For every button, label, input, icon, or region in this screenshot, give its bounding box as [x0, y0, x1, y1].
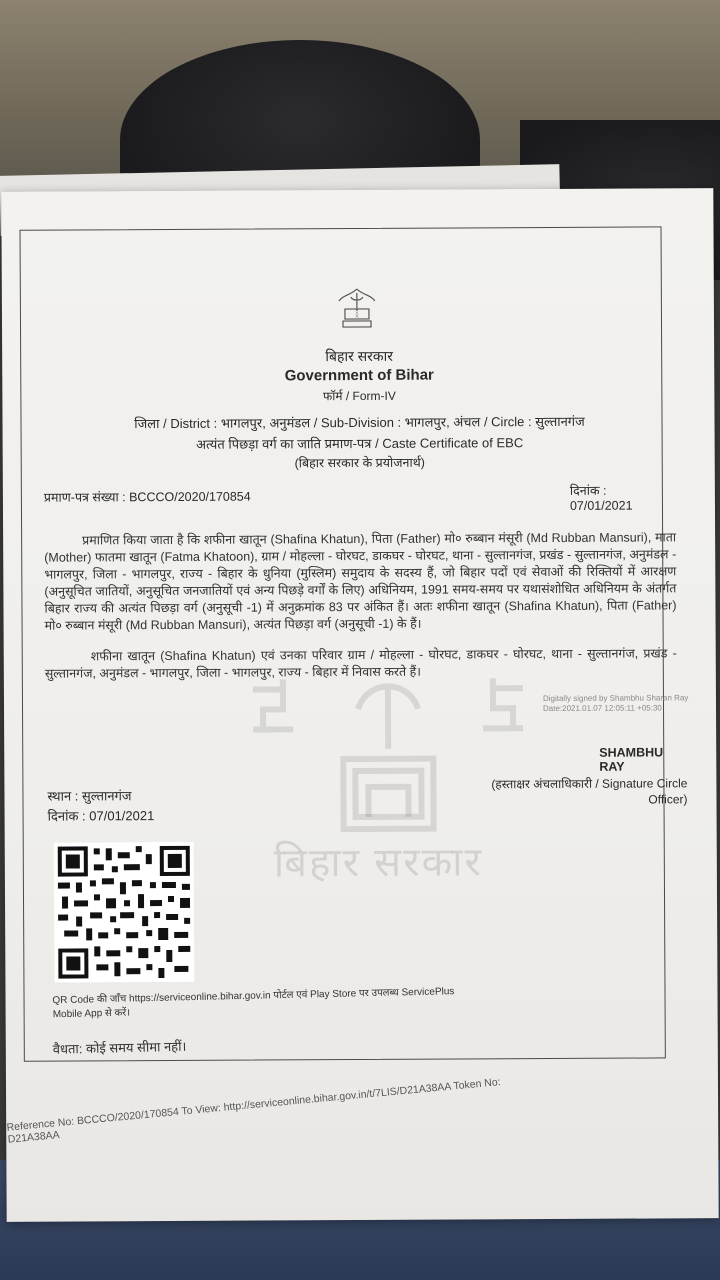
header-government: Government of Bihar [284, 366, 434, 385]
signer-role: (हस्ताक्षर अंचलाधिकारी / Signature Circle Officer) [491, 776, 688, 807]
qr-verification-note: QR Code की जाँच https://serviceonline.bihar.gov.in पोर्टल एवं Play Store पर उपलब्ध ServicePlus Mobile App से करें। [52, 986, 455, 1021]
location-line: जिला / District : भागलपुर, अनुमंडल / Sub-Division : भागलपुर, अंचल / Circle : सुल्तानगंज [134, 413, 585, 432]
qr-code-icon [54, 842, 195, 983]
bihar-state-emblem-icon [333, 285, 381, 329]
issue-date: दिनांक : 07/01/2021 [569, 483, 633, 513]
certificate-body-paragraph: प्रमाणित किया जाता है कि शफीना खातून (Shafina Khatun), पिता (Father) मो० रुब्बान मंसूरी (Md Rubban Mansuri), माता (Mother) फातमा खातून (Fatma Khatoon), ग्राम / मोहल्ला - घोरघट, डाकघर - घोरघट, थाना - सुल्तानगंज, प्रखंड - सुल्तानगंज, अनुमंडल - भागलपुर, जिला - भागलपुर, राज्य - बिहार के धुनिया (मुस्लिम) समुदाय के सदस्य हैं, जो बिहार पदों एवं सेवाओं की रिक्तियों में आरक्षण (अनुसूचित जातियों, अनुसूचित जनजातियों एवं अन्य पिछड़े वर्गों के लिए) अधिनियम, 1991 समय-समय पर यथासंशोधित अधिनियम के अंतर्गत बिहार राज्य की अत्यंत पिछड़ा वर्ग (अनुसूची -1) में अनुक्रमांक 83 पर अंकित हैं। अतः शफीना खातून (Shafina Khatun), पिता (Father) मो० रुब्बान मंसूरी (Md Rubban Mansuri), अत्यंत पिछड़ा वर्ग (अनुसूची -1) के हैं। [44, 530, 677, 633]
place: स्थान : सुल्तानगंज [47, 788, 132, 804]
validity-note: वैधता: कोई समय सीमा नहीं। [52, 1038, 187, 1057]
certificate-border [20, 226, 689, 1061]
certificate-title: अत्यंत पिछड़ा वर्ग का जाति प्रमाण-पत्र / Caste Certificate of EBC [196, 435, 524, 452]
svg-text:ᛝ: ᛝ [354, 310, 360, 320]
digital-signature-date: Date:2021.01.07 12:05:11 +05:30 [542, 703, 662, 714]
certificate-number: प्रमाण-पत्र संख्या : BCCCO/2020/170854 [43, 489, 251, 505]
form-number: फॉर्म / Form-IV [322, 388, 396, 404]
signer-name: SHAMBHU RAY [599, 745, 664, 774]
reference-footer: Reference No: BCCCO/2020/170854 To View: http://serviceonline.bihar.gov.in/t/7LIS/D21A38AA Token No: D21A38AA [6, 1076, 502, 1146]
bihar-emblem-watermark-icon [243, 668, 534, 840]
digital-signature [543, 693, 693, 714]
signature-date: दिनांक : 07/01/2021 [47, 808, 155, 824]
digital-signature-by: Digitally signed by Shambhu Sharan Ray [542, 693, 689, 704]
residence-paragraph: शफीना खातून (Shafina Khatun) एवं उनका परिवार ग्राम / मोहल्ला - घोरघट, डाकघर - घोरघट, थाना - सुल्तानगंज, प्रखंड - सुल्तानगंज, अनुमंडल - भागलपुर, जिला - भागलपुर, राज्य - बिहार में निवास करते हैं। [44, 646, 677, 681]
header-hindi: बिहार सरकार [325, 347, 394, 365]
certificate-purpose: (बिहार सरकार के प्रयोजनार्थ) [294, 455, 425, 471]
certificate-paper [1, 188, 718, 1222]
watermark-text: बिहार सरकार [273, 840, 484, 886]
